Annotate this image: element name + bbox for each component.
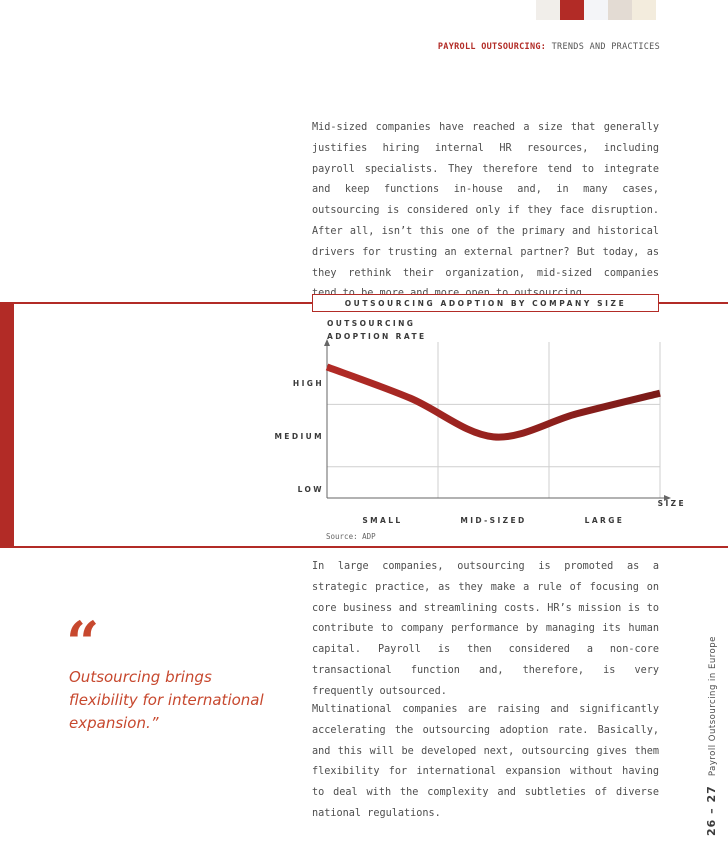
pull-quote: Outsourcing brings flexibility for international expansion.” bbox=[69, 668, 264, 732]
y-tick-label: LOW bbox=[297, 485, 324, 494]
adoption-rate-line bbox=[327, 367, 660, 437]
paragraph-mid-sized: Mid-sized companies have reached a size that generally justifies hiring internal HR resources, including payroll specialists. They therefore tend to integrate and keep functions in-house and, in many cases, outsourcing is considered only if they face disruption. After all, isn’t this one of the primary and historical drivers for trusting an external partner? But today, as they rethink their organization, mid-sized companies bbox=[312, 122, 659, 279]
chart-title: OUTSOURCING ADOPTION BY COMPANY SIZE bbox=[312, 294, 659, 312]
paragraph-large-companies: In large companies, outsourcing is promoted as a strategic practice, as they make a rule of focusing on core business and streamlining costs. HR’s mission is to contribute to company performance by managing its human capital. Payroll is then considered a non-core transactional function and, therefore, is very frequently outsourced. bbox=[312, 561, 659, 697]
x-tick-label: SMALL bbox=[362, 516, 403, 525]
page-numbers: 26 – 27 bbox=[705, 785, 718, 836]
y-axis-label: ADOPTION RATE bbox=[327, 332, 427, 341]
x-tick-label: MID-SIZED bbox=[460, 516, 527, 525]
x-axis-label: SIZE bbox=[657, 499, 686, 508]
quote-mark-icon: “ bbox=[66, 609, 100, 677]
running-head-accent: PAYROLL OUTSOURCING: bbox=[437, 42, 547, 52]
chart-source: Source: ADP bbox=[326, 532, 376, 541]
y-axis-label: OUTSOURCING bbox=[327, 319, 416, 328]
folio bbox=[700, 636, 719, 836]
x-tick-label: LARGE bbox=[584, 516, 625, 525]
y-tick-label: MEDIUM bbox=[274, 432, 324, 441]
running-head-rest: TRENDS AND PRACTICES bbox=[551, 42, 660, 52]
publication-title: Payroll Outsourcing in Europe bbox=[708, 636, 718, 777]
y-tick-label: HIGH bbox=[292, 379, 324, 388]
paragraph-multinational: Multinational companies are raising and significantly accelerating the outsourcing adoption rate. Basically, and this will be developed next, outsourcing gives them flexibility for international expansion without having to deal with the complexity and subtleties of diverse national regulations. bbox=[312, 704, 659, 819]
